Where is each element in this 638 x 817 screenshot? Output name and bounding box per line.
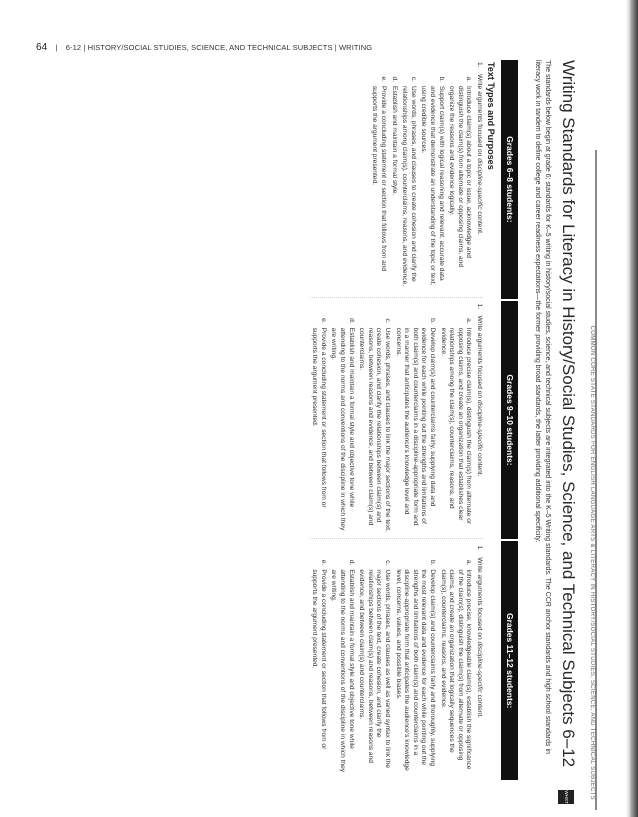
item-text: Establish and maintain a formal style and objective tone while attending to the norms and conventions of the discipline in which they are writing. — [330, 569, 355, 773]
item-letter: d. — [390, 76, 398, 82]
standard-badge: WHST — [558, 790, 574, 804]
list-item — [329, 304, 355, 533]
list-item — [393, 304, 436, 533]
item-letter: e. — [319, 318, 327, 324]
item-letter: c. — [384, 560, 392, 566]
item-letter: c. — [384, 318, 392, 324]
band-rule — [595, 150, 597, 810]
item-letter: c. — [409, 76, 417, 82]
item-letter: a. — [465, 318, 473, 324]
item-text: Establish and maintain a formal style. — [390, 86, 398, 196]
document-title: Writing Standards for Literacy in History/Social Studies, Science, and Technical Subjects 6–12 — [559, 60, 578, 768]
lead-italic: discipline-specific — [476, 158, 483, 210]
item-text: Provide a concluding statement or section that follows from or supports the argument presented. — [311, 569, 327, 750]
list-item — [357, 545, 391, 774]
list-item — [447, 62, 473, 291]
item-letter: a. — [465, 559, 473, 566]
lead-suffix: content. — [476, 209, 483, 235]
item-letter: b. — [429, 318, 437, 324]
lead-suffix: content. — [476, 692, 483, 719]
column-grades-6-8 — [310, 60, 483, 297]
list-item — [419, 62, 445, 291]
standard-number: 1. — [476, 545, 483, 551]
list-item — [438, 304, 472, 533]
intro-paragraph: The standards below begin at grade 6; standards for K–5 writing in history/social studies, science, and technical subjects are integrated into the K–5 Writing standards. The CCR anchor standards and high school standards in literacy work in tandem to define college and career readiness expectations—the former providing broad standards, the latter providing additional specificity. — [534, 60, 551, 754]
item-letter: e. — [319, 559, 327, 566]
standard-text — [474, 316, 483, 533]
header-separator: | — [55, 43, 58, 52]
lead-prefix: Write arguments focused on — [476, 315, 483, 400]
list-item — [329, 545, 355, 774]
scan-edge — [630, 0, 638, 817]
standard-number: 1. — [476, 62, 483, 68]
band-text: COMMON CORE STATE STANDARDS FOR ENGLISH LANGUAGE ARTS & LITERACY IN HISTORY/SOCIAL STUDIES, SCIENCE, AND TECHNICAL SUBJECTS — [589, 325, 595, 800]
list-item — [357, 304, 391, 533]
standards-table — [310, 60, 518, 780]
lead-prefix: Write arguments focused on — [476, 74, 483, 159]
header-grades-9-10: Grades 9–10 students: — [501, 301, 518, 540]
header-grades-6-8: Grades 6–8 students: — [501, 60, 518, 299]
item-text: Use words, phrases, and clauses as well as varied syntax to link the major sections of the text, create cohesion, and clarify the relationships between claim(s) and reasons, between reasons and evidence, and between claim(s) and counterclaims. — [358, 569, 392, 768]
standard-text — [474, 74, 483, 291]
item-letter: e. — [380, 76, 388, 82]
standard-1 — [474, 545, 483, 774]
item-text: Establish and maintain a formal style and objective tone while attending to the norms and conventions of the discipline in which they are writing. — [330, 327, 355, 531]
list-item — [310, 304, 327, 533]
item-letter: d. — [347, 318, 355, 324]
column-grades-9-10 — [310, 297, 483, 539]
rotated-content — [80, 30, 600, 810]
top-band — [582, 30, 600, 810]
item-text: Use words, phrases, and clauses to create cohesion and clarify the relationships among claim(s), counterclaims, reasons, and evidence. — [401, 86, 417, 287]
lead-italic: discipline-specific — [476, 641, 483, 693]
item-text: Introduce precise claim(s), distinguish the claim(s) from alternate or opposing claims, and create an organization that establishes clear relationships among the claim(s), counterclaims, reasons, and evidence. — [439, 327, 473, 525]
lead-prefix: Write arguments focused on — [476, 557, 483, 642]
header-grades-11-12: Grades 11–12 students: — [501, 541, 518, 780]
item-letter: a. — [465, 76, 473, 82]
standard-text — [474, 557, 483, 774]
item-text: Use words, phrases, and clauses to link the major sections of the text, create cohesion, and clarify the relationships between claim(s) and reasons, between reasons and evidence, and between claim(s) and counterclaims. — [358, 327, 392, 532]
item-text: Develop claim(s) and counterclaims fairly and thoroughly, supplying the most relevant data and evidence for each while pointing out the strengths and limitations of both claim(s) and counterclaims in a discipline-appropriate form that anticipates the audience's knowledge level, concerns, values, and possible biases. — [394, 569, 437, 771]
standard-1 — [474, 62, 483, 291]
item-text: Introduce claim(s) about a topic or issue, acknowledge and distinguish the claim(s) from alternate or opposing claims, and organize the reasons and evidence logically. — [448, 86, 473, 268]
list-item — [370, 62, 387, 291]
lead-suffix: content. — [476, 451, 483, 477]
list-item — [310, 545, 327, 774]
list-item — [400, 62, 417, 291]
item-text: Introduce precise, knowledgeable claim(s), establish the significance of the claim(s), distinguish the claim(s) from alternate or opposing claims, and create an organization that logically sequences the claim(s), counterclaims, reasons, and evidence. — [439, 569, 473, 770]
list-item — [393, 545, 436, 774]
item-text: Support claim(s) with logical reasoning and relevant, accurate data and evidence that demonstrate an understanding of the topic or text, using credible sources. — [420, 86, 445, 286]
item-letter: b. — [429, 559, 437, 566]
item-text: Provide a concluding statement or section that follows from and supports the argument presented. — [371, 86, 388, 272]
list-item — [389, 62, 398, 291]
item-letter: d. — [347, 559, 355, 566]
header-row — [501, 60, 518, 780]
standard-number: 1. — [476, 303, 483, 310]
item-letter: b. — [437, 76, 445, 82]
columns — [310, 60, 483, 780]
column-grades-11-12 — [310, 538, 483, 780]
standard-1 — [474, 304, 483, 533]
item-text: Develop claim(s) and counterclaims fairly, supplying data and evidence for each while pointing out the strengths and limitations of both claim(s) and counterclaims in a discipline-appropriate form and in a manner that anticipates the audience's knowledge level and concerns. — [394, 327, 437, 526]
page-number: 64 — [36, 42, 48, 53]
item-text: Provide a concluding statement or section that follows from or supports the argument presented. — [311, 327, 327, 508]
section-heading: Text Types and Purposes — [486, 62, 496, 170]
lead-italic: discipline-specific — [476, 399, 483, 452]
list-item — [438, 545, 472, 774]
running-title: 6-12 | HISTORY/SOCIAL STUDIES, SCIENCE, AND TECHNICAL SUBJECTS | WRITING — [65, 43, 373, 52]
